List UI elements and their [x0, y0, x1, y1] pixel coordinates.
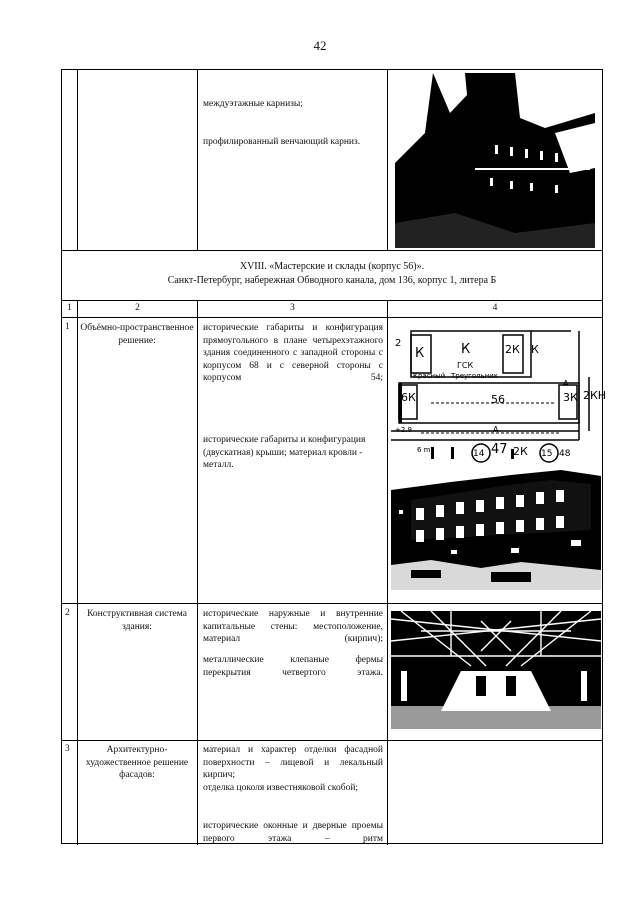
- plan-label: A: [493, 425, 499, 434]
- column-header: 3: [290, 303, 295, 313]
- interior-trusses-photo-icon: [391, 611, 601, 729]
- floor-plan-icon: [391, 321, 607, 461]
- column-header: 4: [492, 303, 498, 313]
- divider: [387, 300, 388, 845]
- plan-label: К: [415, 346, 425, 361]
- facade-photo-icon: [395, 73, 595, 248]
- plan-label: Треугольник: [451, 372, 499, 380]
- list-item: исторические наружные и внутренние капитальные стены: местоположение, материал (кирпич);: [203, 609, 383, 644]
- divider: [62, 300, 602, 301]
- plan-label: 6 m: [417, 446, 431, 454]
- plan-label: 47: [491, 442, 508, 457]
- divider: [197, 300, 198, 845]
- plan-label: К: [461, 342, 471, 357]
- feature-name: Объёмно-пространственное решение:: [80, 323, 194, 346]
- plan-label: 2: [395, 338, 402, 349]
- plan-label: 3К: [563, 391, 578, 404]
- plan-label: 48: [559, 449, 571, 459]
- divider: [62, 317, 602, 318]
- plan-label: К: [531, 343, 539, 356]
- divider: [77, 70, 78, 250]
- feature-name: Конструктивная система здания:: [87, 609, 187, 632]
- heritage-table: [61, 69, 607, 844]
- list-item: исторические оконные и дверные проемы первого этажа – ритм: [203, 821, 383, 844]
- plan-label: 15: [541, 449, 553, 459]
- divider: [62, 740, 602, 741]
- divider: [77, 300, 78, 845]
- page-number: 42: [313, 38, 327, 53]
- row-number: 1: [65, 322, 70, 332]
- plan-label: +2.9: [395, 426, 412, 434]
- plan-label: A: [563, 379, 569, 388]
- list-item: профилированный венчающий карниз.: [203, 137, 361, 147]
- divider: [197, 70, 198, 250]
- list-item: металлические клепаные фермы перекрытия четвертого этажа.: [203, 655, 383, 678]
- section-title: XVIII. «Мастерские и склады (корпус 56)».: [239, 261, 425, 272]
- list-item: отделка цоколя известняковой скобой;: [203, 783, 359, 793]
- plan-label: 2КН: [583, 389, 607, 402]
- plan-label: 56: [491, 393, 505, 406]
- divider: [62, 250, 602, 251]
- plan-label: 2К: [513, 445, 528, 458]
- plan-label: Красный: [413, 372, 446, 380]
- row-number: 3: [65, 744, 70, 754]
- plan-label: 14: [473, 449, 485, 459]
- plan-label: 2К: [505, 343, 520, 356]
- list-item: материал и характер отделки фасадной поверхности – лицевой и лекальный кирпич;: [203, 745, 383, 780]
- list-item: исторические габариты и конфигурация прямоугольного в плане четырехэтажного здания соединенного с западной стороны с корпусом 68 и с северной стороны с корпусом 54;: [203, 323, 383, 383]
- list-item: междуэтажные карнизы;: [203, 99, 303, 109]
- section-address: Санкт-Петербург, набережная Обводного канала, дом 136, корпус 1, литера Б: [167, 275, 497, 286]
- column-header: 2: [135, 303, 140, 313]
- divider: [62, 603, 602, 604]
- plan-label: 6К: [401, 391, 416, 404]
- row-number: 2: [65, 608, 70, 618]
- building-exterior-photo-icon: [391, 470, 601, 590]
- plan-label: ГСК: [457, 361, 474, 370]
- column-header: 1: [67, 303, 72, 313]
- divider: [387, 70, 388, 250]
- list-item: исторические габариты и конфигурация (двускатная) крыши; материал кровли - металл.: [203, 435, 366, 470]
- feature-name: Архитектурно-художественное решение фасадов:: [85, 745, 189, 780]
